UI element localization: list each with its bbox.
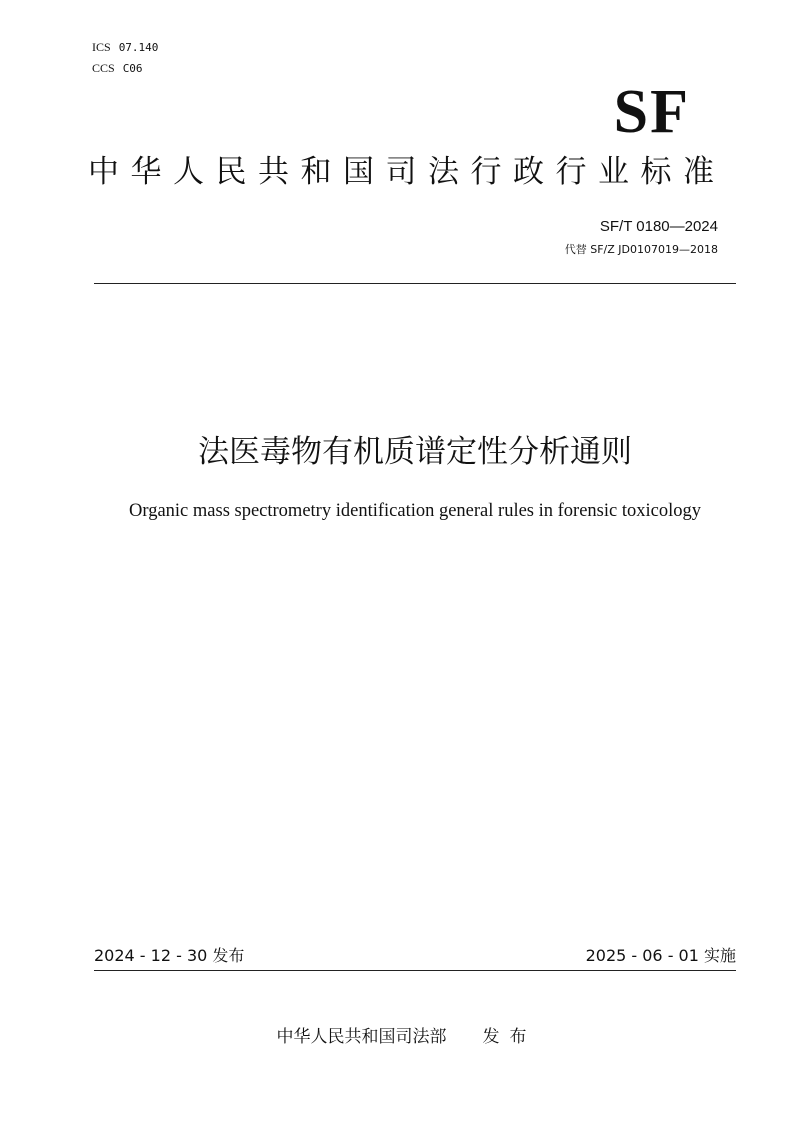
- issuer-action: 发布: [482, 1027, 537, 1047]
- ccs-code: C06: [122, 62, 143, 75]
- ics-code: 07.140: [118, 41, 159, 54]
- document-title-chinese: 法医毒物有机质谱定性分析通则: [198, 434, 632, 470]
- header-divider: [94, 283, 736, 284]
- ccs-label: CCS: [92, 61, 115, 75]
- footer-divider: [94, 970, 736, 971]
- document-title-english: Organic mass spectrometry identification general rules in forensic toxicology: [129, 501, 701, 521]
- implementation-date: 2025 - 06 - 01 实施: [585, 946, 736, 965]
- ics-classification: [92, 39, 158, 56]
- issue-date: 2024 - 12 - 30 发布: [94, 946, 245, 965]
- standard-number: SF/T 0180—2024: [599, 218, 718, 235]
- ccs-classification: [92, 60, 143, 77]
- replaced-standard: 代替 SF/Z JD0107019—2018: [564, 243, 718, 256]
- ics-label: ICS: [92, 40, 111, 54]
- standard-mark-logo: SF: [613, 78, 690, 146]
- issuer-name: 中华人民共和国司法部: [276, 1027, 447, 1047]
- issuer-line: [0, 1025, 793, 1049]
- standard-category-title: 中华人民共和国司法行政行业标准: [88, 154, 726, 190]
